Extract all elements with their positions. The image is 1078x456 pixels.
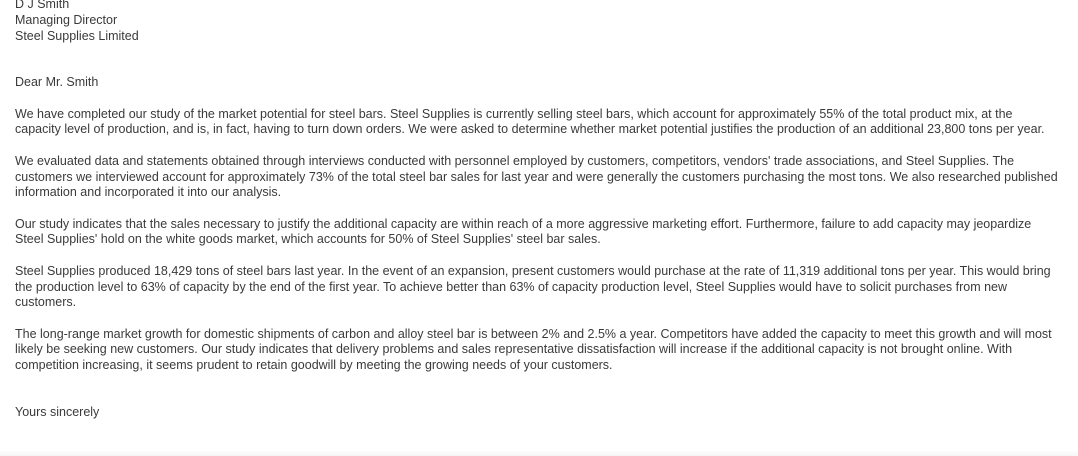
- page-edge-shadow: [0, 450, 1078, 456]
- body-paragraph-1: We have completed our study of the market potential for steel bars. Steel Supplies is currently selling steel bars, which account for approximately 55% of the total product mix, at the capacity level of production, and is, in fact, having to turn down orders. We were asked to determine whether market potential justifies the production of an additional 23,800 tons per year.: [15, 106, 1045, 137]
- closing: Yours sincerely: [15, 405, 100, 420]
- letter-document: [15, 0, 1060, 421]
- body-paragraph-3: Our study indicates that the sales necessary to justify the additional capacity are within reach of a more aggressive marketing effort. Furthermore, failure to add capacity may jeopardize Steel Supplies' hold on the white goods market, which accounts for 50% of Steel Supplies' steel bar sales.: [15, 216, 1032, 247]
- recipient-title: Managing Director: [15, 12, 118, 27]
- recipient-company: Steel Supplies Limited: [15, 28, 139, 43]
- body-paragraph-5: The long-range market growth for domestic shipments of carbon and alloy steel bar is between 2% and 2.5% a year. Competitors have added the capacity to meet this growth and will most likely be seeking new customers. Our study indicates that delivery problems and sales representative dissatisfaction will increase if the additional capacity is not brought online. With competition increasing, it seems prudent to retain goodwill by meeting the growing needs of your customers.: [15, 326, 1052, 373]
- salutation: Dear Mr. Smith: [15, 75, 99, 90]
- body-paragraph-2: We evaluated data and statements obtained through interviews conducted with personnel employed by customers, competitors, vendors' trade associations, and Steel Supplies. The customers we interviewed account for approximately 73% of the total steel bar sales for last year and were generally the customers purchasing the most tons. We also researched published information and incorporated it into our analysis.: [15, 153, 1058, 200]
- recipient-name: D J Smith: [15, 0, 70, 11]
- body-paragraph-4: Steel Supplies produced 18,429 tons of steel bars last year. In the event of an expansion, present customers would purchase at the rate of 11,319 additional tons per year. This would bring the production level to 63% of capacity by the end of the first year. To achieve better than 63% of capacity production level, Steel Supplies would have to solicit purchases from new customers.: [15, 263, 1051, 310]
- recipient-address: [15, 0, 1060, 44]
